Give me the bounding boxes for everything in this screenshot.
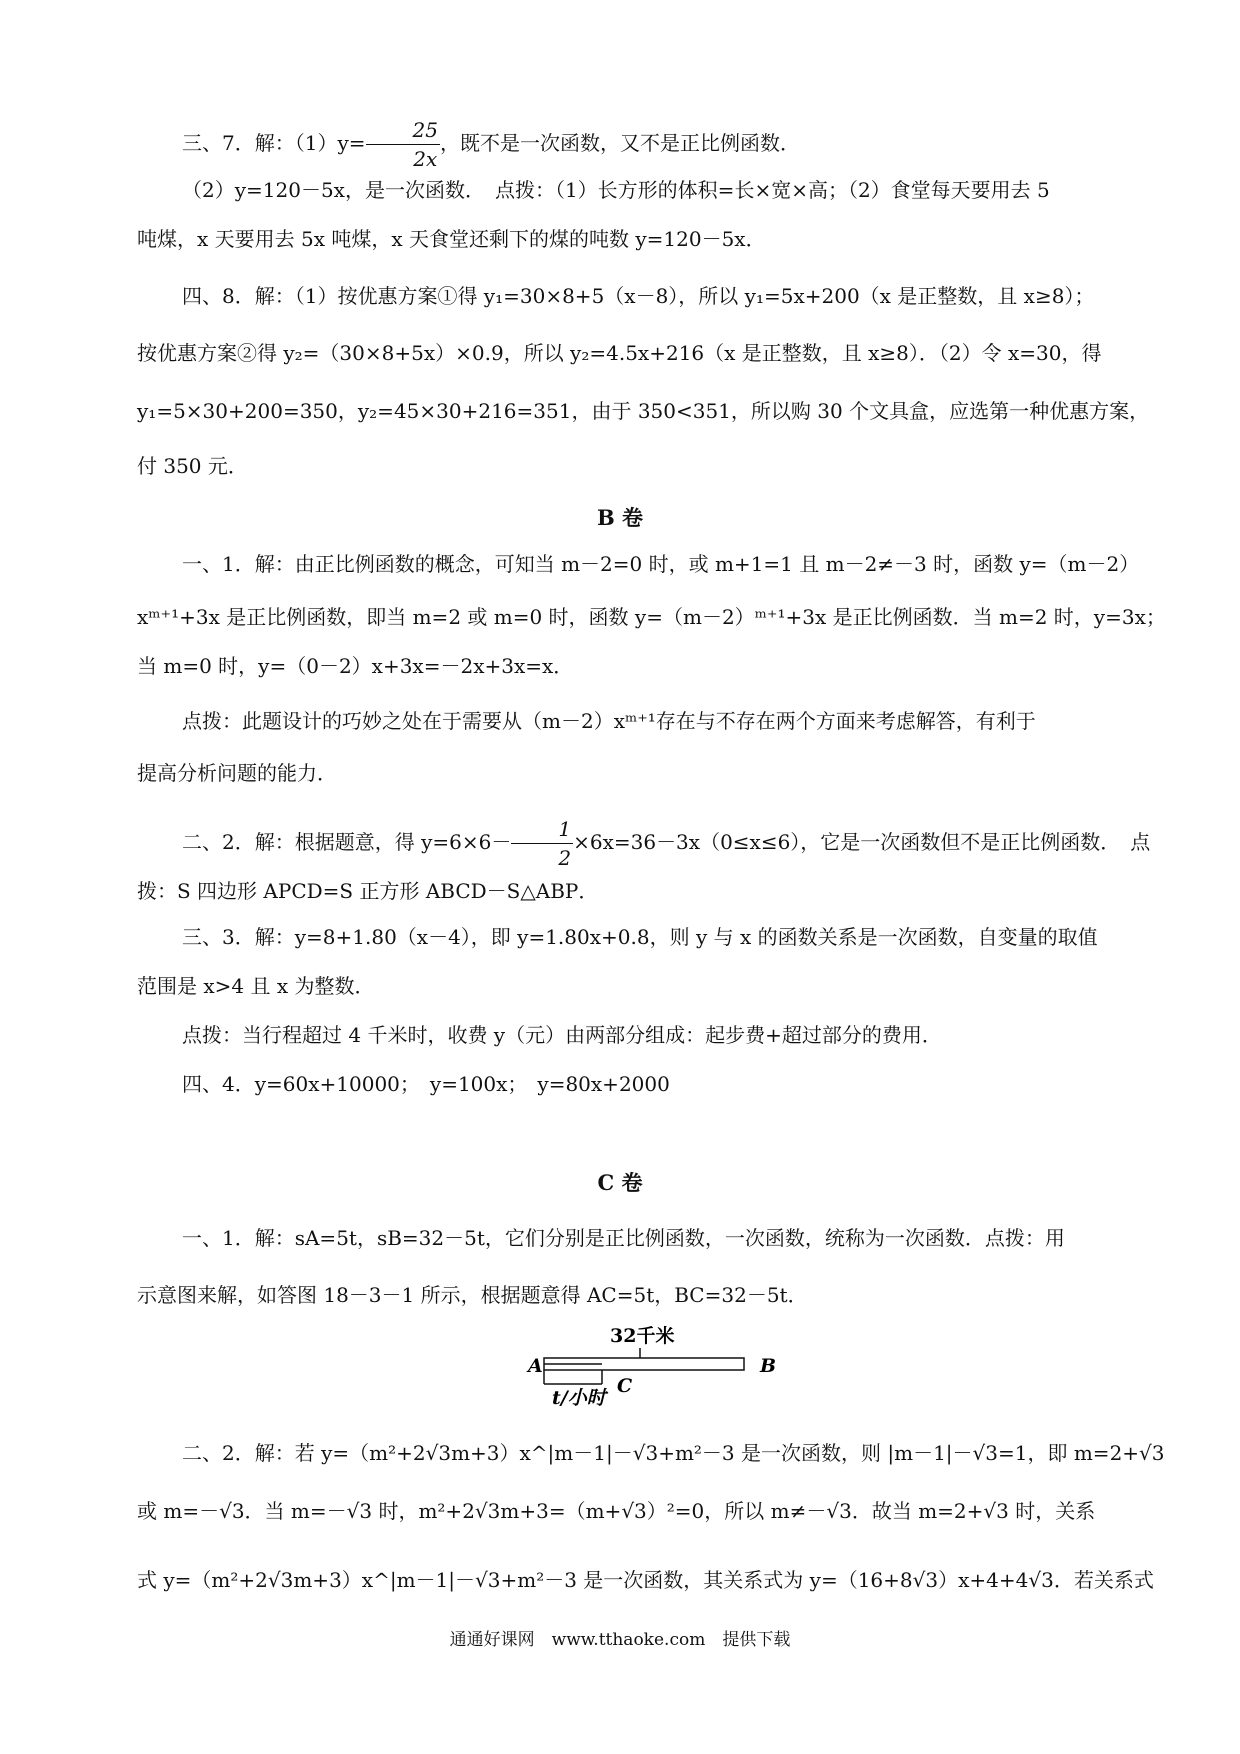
section-c-heading: C 卷 (597, 1170, 643, 1195)
b-answer-3-line2: 范围是 x>4 且 x 为整数． (137, 974, 375, 998)
point-b-label: B (760, 1355, 777, 1377)
b-answer-1-line1: 一、1．解：由正比例函数的概念，可知当 m－2=0 时，或 m+1=1 且 m－2≠－3 时，函数 y=（m－2） (182, 552, 1140, 576)
b-answer-2-line2: 拨：S 四边形 APCD=S 正方形 ABCD－S△ABP． (137, 879, 599, 903)
fraction-25-over-2x: $\frac{25}{2x}$ (366, 116, 440, 173)
c-answer-2-line1: 二、2．解：若 y=（m²+2√3m+3）x^|m－1|－√3+m²－3 是一次函数，则 |m－1|－√3=1，即 m=2+√3 (182, 1441, 1165, 1465)
point-c-label: C (617, 1375, 633, 1397)
fraction-1-over-2: $\frac{1}{2}$ (511, 815, 573, 872)
c-answer-2-line2: 或 m=－√3．当 m=－√3 时，m²+2√3m+3=（m+√3）²=0，所以 m≠－√3．故当 m=2+√3 时，关系 (137, 1499, 1096, 1523)
section-b-heading: B 卷 (596, 505, 644, 530)
answer-4-8-line3: y₁=5×30+200=350，y₂=45×30+216=351，由于 350<351，所以购 30 个文具盒，应选第一种优惠方案， (137, 399, 1150, 423)
c-answer-2-line3: 式 y=（m²+2√3m+3）x^|m－1|－√3+m²－3 是一次函数，其关系式为 y=（16+8√3）x+4+4√3．若关系式 (137, 1568, 1154, 1592)
b-answer-1-hint1: 点拨：此题设计的巧妙之处在于需要从（m－2）xᵐ⁺¹存在与不存在两个方面来考虑解答，有利于 (182, 709, 1036, 733)
b-answer-2-line1: 二、2．解：根据题意，得 y=6×6－ $\frac{1}{2}$ ×6x=36－3x（0≤x≤6），它是一次函数但不是正比例函数． 点 (182, 817, 1151, 870)
b-answer-3-line1: 三、3．解：y=8+1.80（x－4），即 y=1.80x+0.8，则 y 与 x 的函数关系是一次函数，自变量的取值 (182, 925, 1098, 949)
answer-4-8-line2: 按优惠方案②得 y₂=（30×8+5x）×0.9，所以 y₂=4.5x+216（x 是正整数，且 x≥8）．（2）令 x=30，得 (137, 341, 1102, 365)
b-answer-3-hint: 点拨：当行程超过 4 千米时，收费 y（元）由两部分组成：起步费+超过部分的费用． (182, 1023, 942, 1047)
page-footer: 通通好课网 www.tthaoke.com 提供下载 (449, 1630, 791, 1650)
b-answer-1-hint2: 提高分析问题的能力． (137, 761, 337, 785)
b-answer-1-line2: xᵐ⁺¹+3x 是正比例函数，即当 m=2 或 m=0 时，函数 y=（m－2）ᵐ⁺¹+3x 是正比例函数．当 m=2 时，y=3x； (137, 605, 1166, 629)
b-answer-1-line3: 当 m=0 时，y=（0－2）x+3x=－2x+3x=x． (137, 654, 574, 678)
c-answer-1-line1: 一、1．解：sA=5t，sB=32－5t，它们分别是正比例函数，一次函数，统称为一次函数．点拨：用 (182, 1226, 1065, 1250)
answer-3-7-line3: 吨煤，x 天要用去 5x 吨煤，x 天食堂还剩下的煤的吨数 y=120－5x． (137, 227, 766, 251)
time-label: t/小时 (552, 1387, 606, 1409)
c-answer-1-line2: 示意图来解，如答图 18－3－1 所示，根据题意得 AC=5t，BC=32－5t． (137, 1283, 808, 1307)
diagram-title-label: 32千米 (610, 1325, 675, 1347)
answer-4-8-line4: 付 350 元． (137, 454, 248, 478)
point-a-label: A (528, 1355, 543, 1377)
answer-4-8-line1: 四、8．解：（1）按优惠方案①得 y₁=30×8+5（x－8），所以 y₁=5x+200（x 是正整数，且 x≥8）； (182, 284, 1095, 308)
answer-3-7-line1: 三、7．解：（1）y= $\frac{25}{2x}$ ，既不是一次函数，又不是正比例函数． (182, 118, 800, 171)
b-answer-4: 四、4．y=60x+10000； y=100x； y=80x+2000 (182, 1072, 670, 1096)
answer-3-7-line2: （2）y=120－5x，是一次函数． 点拨：（1）长方形的体积=长×宽×高；（2）食堂每天要用去 5 (182, 178, 1050, 202)
distance-diagram-svg (522, 1322, 784, 1410)
distance-diagram (522, 1322, 784, 1410)
